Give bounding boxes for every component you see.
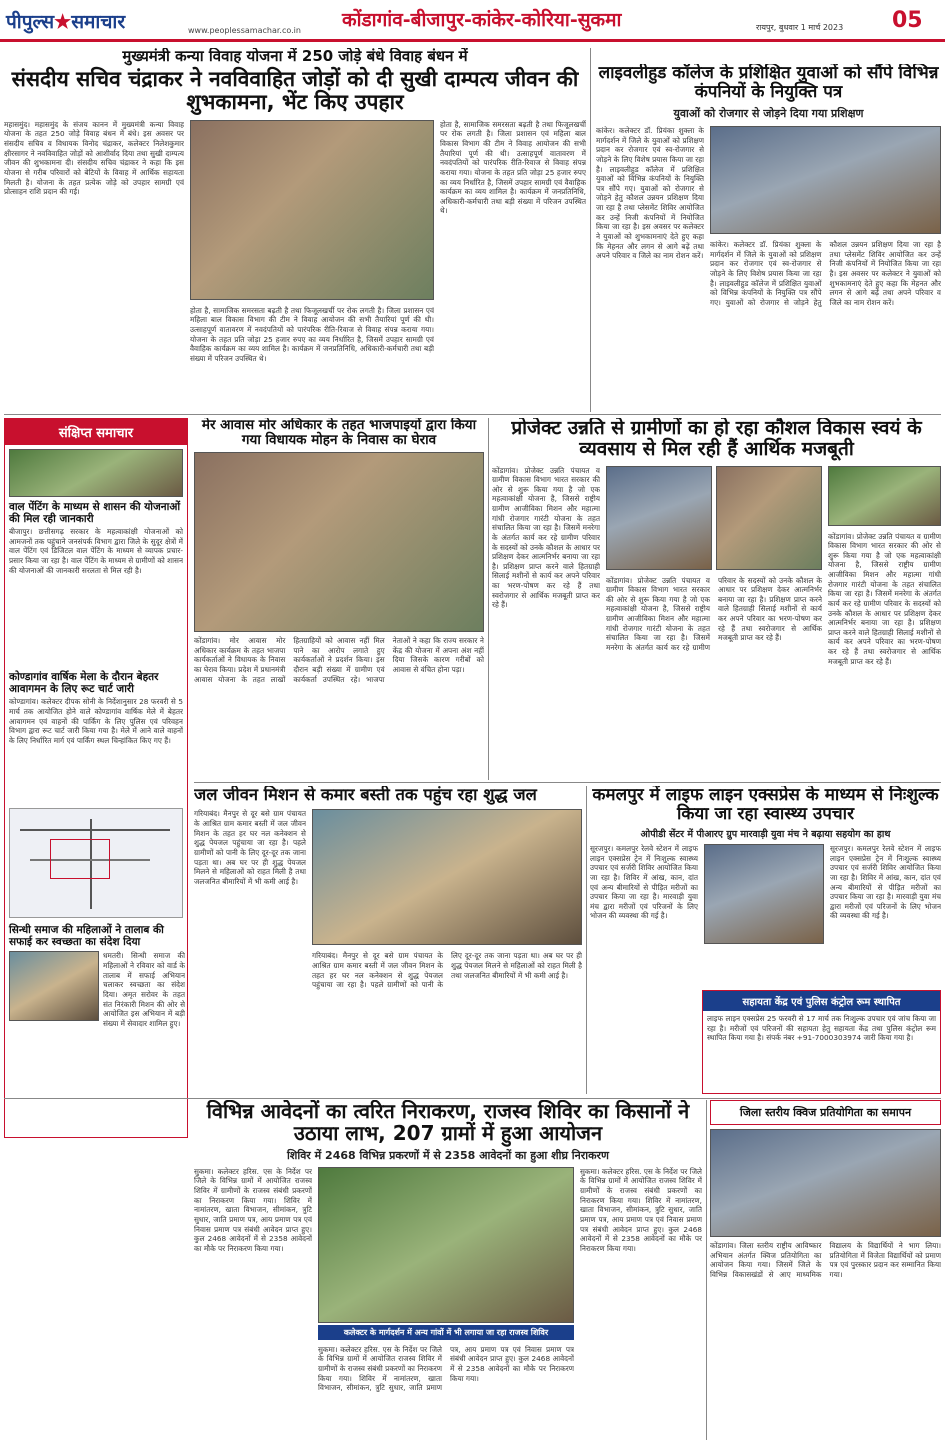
story1-body-mid: होता है, सामाजिक समरसता बढ़ती है तथा फिजूलखर्ची पर रोक लगती है। जिला प्रशासन एवं महिला बाल विकास विभाग की टीम ने विवाह आयोजन की सभी तैयारियां पूर्ण की थी। उत्साहपूर्ण वातावरण में नवदंपतियों को पारंपरिक रीति-रिवाज से विवाह संपन्न कराया गया। योजना के तहत प्रति जोड़ा 25 हजार रुपए का व्यय निर्धारित है, जिसमें उपहार सामग्री एवं वैवाहिक कार्यक्रम का व्यय शामिल है। कार्यक्रम में जनप्रतिनिधि, अधिकारी-कर्मचारी तथा बड़ी संख्या में परिजन उपस्थित थे। (190, 305, 434, 363)
story4-body-left: कोंडागांव। प्रोजेक्ट उन्नति पंचायत व ग्रामीण विकास विभाग भारत सरकार की ओर से शुरू किया गया है जो एक महत्वाकांक्षी योजना है, जिससे राष्ट्रीय ग्रामीण आजीविका मिशन और महात्मा गांधी रोजगार गारंटी योजना के तहत संचालित किया जा रहा है। जिसमें मनरेगा के अंतर्गत कार्य कर रहे ग्रामीण परिवार के सदस्यों को उनके कौशल के आधार पर प्रशिक्षण देकर आत्मनिर्भर बनाया जा रहा है। प्रशिक्षण प्राप्त करने वाले हितग्राही सिलाई मशीनों से कार्य कर अपने परिवार का भरण-पोषण कर रहे हैं तथा स्वरोजगार से आर्थिक मजबूती प्राप्त कर रहे हैं। (492, 465, 600, 610)
story-kanya-vivah (4, 48, 586, 412)
masthead (0, 0, 945, 42)
sewing-machine-photo (828, 466, 941, 526)
story4-headline: प्रोजेक्ट उन्नति से ग्रामीणों का हो रहा कौशल विकास स्वयं के व्यवसाय से मिल रही हैं आर्थिक मजबूती (511, 418, 922, 461)
story4-body-mid: कोंडागांव। प्रोजेक्ट उन्नति पंचायत व ग्रामीण विकास विभाग भारत सरकार की ओर से शुरू किया गया है जो एक महत्वाकांक्षी योजना है, जिससे राष्ट्रीय ग्रामीण आजीविका मिशन और महात्मा गांधी रोजगार गारंटी योजना के तहत संचालित किया जा रहा है। जिसमें मनरेगा के अंतर्गत कार्य कर रहे ग्रामीण परिवार के सदस्यों को उनके कौशल के आधार पर प्रशिक्षण देकर आत्मनिर्भर बनाया जा रहा है। प्रशिक्षण प्राप्त करने वाले हितग्राही सिलाई मशीनों से कार्य कर अपने परिवार का भरण-पोषण कर रहे हैं तथा स्वरोजगार से आर्थिक मजबूती प्राप्त कर रहे हैं। (606, 575, 822, 652)
revenue-camp-photo (318, 1167, 574, 1323)
protest-crowd-photo (194, 452, 484, 632)
story1-kicker: मुख्यमंत्री कन्या विवाह योजना में 250 जोड़े बंधे विवाह बंधन में (122, 48, 468, 65)
region-part-b: कोरिया-सुकमा (521, 9, 622, 31)
story7-body-bottom: सुकमा। कलेक्टर हरिस. एस के निर्देश पर जिले के विभिन्न ग्रामों में आयोजित राजस्व शिविर में ग्रामीणों के राजस्व संबंधी प्रकरणों का निराकरण किया गया। शिविर में नामांतरण, खाता विभाजन, सीमांकन, त्रुटि सुधार, जाति प्रमाण पत्र, आय प्रमाण पत्र एवं निवास प्रमाण पत्र संबंधी आवेदन प्राप्त हुए। कुल 2468 आवेदनों में से 2358 आवेदनों का मौके पर निराकरण किया गया। (318, 1344, 574, 1393)
brand-star-icon: ★ (54, 11, 72, 33)
story6-body-right: सूरजपुर। कमलपुर रेलवे स्टेशन में लाइफ लाइन एक्सप्रेस ट्रेन में निःशुल्क स्वास्थ्य उपचार एवं सर्जरी शिविर आयोजित किया जा रहा है। शिविर में आंख, कान, दांत एवं अन्य बीमारियों से पीड़ित मरीजों का उपचार किया जा रहा है। मारवाड़ी युवा मंच द्वारा मरीजों एवं परिजनों के लिए भोजन की व्यवस्था की गई है। (830, 844, 941, 921)
newspaper-logo (6, 8, 125, 34)
divider (590, 48, 591, 412)
story6-headline: कमलपुर में लाइफ लाइन एक्सप्रेस के माध्यम से निःशुल्क किया जा रहा स्वास्थ्य उपचार (592, 786, 939, 825)
wedding-ceremony-photo (190, 120, 434, 300)
divider (194, 782, 941, 783)
story7-headline: विभिन्न आवेदनों का त्वरित निराकरण, राजस्व शिविर का किसानों ने उठाया लाभ, 207 ग्रामों में हुआ आयोजन (206, 1100, 690, 1146)
divider (4, 414, 941, 415)
story7-subhead: शिविर में 2468 विभिन्न प्रकरणों में से 2358 आवेदनों का हुआ शीघ्र निराकरण (287, 1148, 609, 1162)
story7-photo-caption: कलेक्टर के मार्गदर्शन में अन्य गांवों में भी लगाया जा रहा राजस्व शिविर (318, 1325, 574, 1340)
story-rajaswa-shivir (194, 1100, 702, 1440)
quiz-participants-photo (710, 1129, 941, 1237)
divider (488, 418, 489, 780)
water-tap-photo (312, 809, 582, 945)
story2-subhead: युवाओं को रोजगार से जोड़ने दिया गया प्रशिक्षण (673, 107, 864, 121)
helpdesk-body: लाइफ लाइन एक्सप्रेस 25 फरवरी से 17 मार्च तक निःशुल्क उपचार एवं जांच किया जा रहा है। मरीजों एवं परिजनों की सहायता हेतु सहायता केंद्र तथा पुलिस कंट्रोल रूम स्थापित किया गया है। संपर्क नंबर +91-7000303974 जारी किया गया है। (707, 1014, 936, 1043)
story-project-unnati (492, 418, 941, 780)
story3-body: कोंडागांव। मोर आवास मोर अधिकार कार्यक्रम के तहत भाजपा कार्यकर्ताओं ने विधायक के निवास का घेराव किया। प्रदेश में प्रधानमंत्री आवास योजना के तहत लाखों हितग्राहियों को आवास नहीं मिल पाने का आरोप लगाते हुए कार्यकर्ताओं ने प्रदर्शन किया। इस दौरान बड़ी संख्या में ग्रामीण एवं कार्यकर्ता उपस्थित रहे। भाजपा नेताओं ने कहा कि राज्य सरकार ने केंद्र की योजना में अपना अंश नहीं दिया जिसके कारण गरीबों को आवास से वंचित होना पड़ा। (194, 636, 484, 684)
page-number: 05 (892, 8, 923, 33)
story5-headline: जल जीवन मिशन से कमार बस्ती तक पहुंच रहा शुद्ध जल (194, 786, 537, 804)
story1-headline: संसदीय सचिव चंद्राकर ने नवविवाहित जोड़ों को दी सुखी दाम्पत्य जीवन की शुभकामना, भेंट किए उपहार (11, 66, 579, 115)
story4-body-right: कोंडागांव। प्रोजेक्ट उन्नति पंचायत व ग्रामीण विकास विभाग भारत सरकार की ओर से शुरू किया गया है जो एक महत्वाकांक्षी योजना है, जिससे राष्ट्रीय ग्रामीण आजीविका मिशन और महात्मा गांधी रोजगार गारंटी योजना के तहत संचालित किया जा रहा है। जिसमें मनरेगा के अंतर्गत कार्य कर रहे ग्रामीण परिवार के सदस्यों को उनके कौशल के आधार पर प्रशिक्षण देकर आत्मनिर्भर बनाया जा रहा है। प्रशिक्षण प्राप्त करने वाले हितग्राही सिलाई मशीनों से कार्य कर अपने परिवार का भरण-पोषण कर रहे हैं तथा स्वरोजगार से आर्थिक मजबूती प्राप्त कर रहे हैं। (828, 531, 941, 666)
website-url[interactable]: www.peoplessamachar.co.in (188, 26, 301, 35)
story1-body-left: महासमुंद। महासमुंद के संजय कानन में मुख्यमंत्री कन्या विवाह योजना के तहत 250 जोड़े विवाह बंधन में बंधे। इस अवसर पर संसदीय सचिव व विधायक विनोद चंद्राकर, कलेक्टर निलेशकुमार क्षीरसागर ने नवविवाहित जोड़ों को आशीर्वाद दिया तथा सुखी दाम्पत्य जीवन की शुभकामना दी। संसदीय सचिव चंद्राकर ने कहा कि इस योजना से गरीब परिवारों को बेटियों के विवाह में आर्थिक सहायता मिलती है। योजना के तहत प्रत्येक जोड़े को उपहार सामग्री एवं प्रोत्साहन राशि प्रदान की गई। (4, 119, 184, 197)
helpdesk-box (702, 990, 941, 1094)
sewing-training-photo-2 (716, 466, 822, 570)
story-awas-gherao (194, 418, 484, 780)
brief-news-column (4, 418, 188, 1138)
pond-cleaning-photo (9, 951, 99, 1021)
story7-body-left: सुकमा। कलेक्टर हरिस. एस के निर्देश पर जिले के विभिन्न ग्रामों में आयोजित राजस्व शिविर में ग्रामीणों के राजस्व संबंधी प्रकरणों का निराकरण किया गया। शिविर में नामांतरण, खाता विभाजन, सीमांकन, त्रुटि सुधार, जाति प्रमाण पत्र, आय प्रमाण पत्र एवं निवास प्रमाण पत्र संबंधी आवेदन प्राप्त हुए। कुल 2468 आवेदनों में से 2358 आवेदनों का मौके पर निराकरण किया गया। (194, 1166, 312, 1253)
story-lifeline-express (590, 786, 941, 986)
story2-body-left: कांकेर। कलेक्टर डॉ. प्रियंका शुक्ला के मार्गदर्शन में जिले के युवाओं को प्रशिक्षण प्रदान कर रोजगार एवं स्व-रोजगार से जोड़ने के लिए विशेष प्रयास किया जा रहा है। लाइवलीहुड कॉलेज में प्रशिक्षित युवाओं को विभिन्न कंपनियों के नियुक्ति पत्र सौंपे गए। युवाओं को रोजगार से जोड़ने हेतु कौशल उन्नयन प्रशिक्षण दिया जा रहा है तथा प्लेसमेंट शिविर आयोजित कर उन्हें निजी कंपनियों में नियोजित किया जा रहा है। इस अवसर पर कलेक्टर ने युवाओं को शुभकामनाएं देते हुए कहा कि मेहनत और लगन से आगे बढ़ें तथा अपने परिवार व जिले का नाम रोशन करें। (596, 126, 704, 261)
story5-body-left: गरियाबंद। मैनपुर से दूर बसे ग्राम पंचायत के आश्रित ग्राम कमार बस्ती में जल जीवन मिशन के तहत हर घर नल कनेक्शन से शुद्ध पेयजल पहुंचाया जा रहा है। पहले ग्रामीणों को पानी के लिए दूर-दूर तक जाना पड़ता था। अब घर पर ही शुद्ध पेयजल मिलने से महिलाओं को राहत मिली है तथा जलजनित बीमारियों में भी कमी आई है। (194, 809, 306, 886)
brief-news-title: संक्षिप्त समाचार (5, 419, 187, 445)
brief1-headline: वाल पेंटिंग के माध्यम से शासन की योजनाओं की मिल रही जानकारी (9, 501, 181, 526)
story8-headline: जिला स्तरीय क्विज प्रतियोगिता का समापन (710, 1100, 941, 1125)
helpdesk-title: सहायता केंद्र एवं पुलिस कंट्रोल रूम स्थापित (703, 991, 940, 1011)
story-quiz-competition (710, 1100, 941, 1440)
brand-left: पीपुल्स (6, 11, 55, 33)
route-chart-map (9, 808, 183, 918)
brief3-headline: सिन्धी समाज की महिलाओं ने तालाब की सफाई कर स्वच्छता का संदेश दिया (9, 924, 164, 949)
appointment-letter-photo (710, 126, 941, 234)
brand-right: समाचार (71, 11, 126, 33)
story6-subhead: ओपीडी सेंटर में पीआरए ग्रुप मारवाड़ी युवा मंच ने बढ़ाया सहयोग का हाथ (640, 829, 891, 841)
region-title (342, 6, 621, 32)
divider (4, 1098, 941, 1099)
region-part-a: कोंडागांव-बीजापुर-कांकेर- (342, 9, 522, 31)
dateline: रायपुर, बुधवार 1 मार्च 2023 (756, 23, 844, 32)
lifeline-train-photo (704, 844, 824, 944)
story2-headline: लाइवलीहुड कॉलेज के प्रशिक्षित युवाओं को सौंपे विभिन्न कंपनियों के नियुक्ति पत्र (598, 64, 939, 103)
story-jal-jeevan (194, 786, 582, 1094)
brief2-body: कोण्डागांव। कलेक्टर दीपक सोनी के निर्देशानुसार 28 फरवरी से 5 मार्च तक आयोजित होने वाले कोण्डागांव वार्षिक मेले में बेहतर आवागमन एवं वाहनों की पार्किंग के लिए पुलिस एवं परिवहन विभाग द्वारा रूट चार्ट जारी किया गया है। मेले में आने वाले वाहनों के लिए निर्धारित मार्ग एवं पार्किंग स्थल चिन्हांकित किए गए हैं। (9, 697, 183, 745)
brief3-body: धमतरी। सिन्धी समाज की महिलाओं ने रविवार को वार्ड के तालाब में सफाई अभियान चलाकर स्वच्छता का संदेश दिया। अमृत सरोवर के तहत संत निरंकारी मिशन की ओर से आयोजित इस अभियान में बड़ी संख्या में सेवादार शामिल हुए। (103, 951, 185, 1028)
brief2-headline: कोण्डागांव वार्षिक मेला के दौरान बेहतर आवागमन के लिए रूट चार्ट जारी (9, 671, 159, 696)
story-livelihood-college (596, 64, 941, 412)
story3-headline: मेर आवास मोर अधिकार के तहत भाजपाइयों द्वारा किया गया विधायक मोहन के निवास का घेराव (201, 418, 477, 449)
story8-body: कोंडागांव। जिला स्तरीय राष्ट्रीय आविष्कार अभियान अंतर्गत क्विज प्रतियोगिता का आयोजन किया गया। जिसमें जिले के विभिन्न विकासखंडों से आए माध्यमिक विद्यालय के विद्यार्थियों ने भाग लिया। प्रतियोगिता में विजेता विद्यार्थियों को प्रमाण पत्र एवं पुरस्कार प्रदान कर सम्मानित किया गया। (710, 1241, 941, 1279)
story7-body-right: सुकमा। कलेक्टर हरिस. एस के निर्देश पर जिले के विभिन्न ग्रामों में आयोजित राजस्व शिविर में ग्रामीणों के राजस्व संबंधी प्रकरणों का निराकरण किया गया। शिविर में नामांतरण, खाता विभाजन, सीमांकन, त्रुटि सुधार, जाति प्रमाण पत्र, आय प्रमाण पत्र एवं निवास प्रमाण पत्र संबंधी आवेदन प्राप्त हुए। कुल 2468 आवेदनों में से 2358 आवेदनों का मौके पर निराकरण किया गया। (580, 1166, 702, 1253)
divider (586, 786, 587, 1094)
story1-body-right: होता है, सामाजिक समरसता बढ़ती है तथा फिजूलखर्ची पर रोक लगती है। जिला प्रशासन एवं महिला बाल विकास विभाग की टीम ने विवाह आयोजन की सभी तैयारियां पूर्ण की थी। उत्साहपूर्ण वातावरण में नवदंपतियों को पारंपरिक रीति-रिवाज से विवाह संपन्न कराया गया। योजना के तहत प्रति जोड़ा 25 हजार रुपए का व्यय निर्धारित है, जिसमें उपहार सामग्री एवं वैवाहिक कार्यक्रम का व्यय शामिल है। कार्यक्रम में जनप्रतिनिधि, अधिकारी-कर्मचारी तथा बड़ी संख्या में परिजन उपस्थित थे। (440, 119, 586, 216)
story2-body-right: कांकेर। कलेक्टर डॉ. प्रियंका शुक्ला के मार्गदर्शन में जिले के युवाओं को प्रशिक्षण प्रदान कर रोजगार एवं स्व-रोजगार से जोड़ने के लिए विशेष प्रयास किया जा रहा है। लाइवलीहुड कॉलेज में प्रशिक्षित युवाओं को विभिन्न कंपनियों के नियुक्ति पत्र सौंपे गए। युवाओं को रोजगार से जोड़ने हेतु कौशल उन्नयन प्रशिक्षण दिया जा रहा है तथा प्लेसमेंट शिविर आयोजित कर उन्हें निजी कंपनियों में नियोजित किया जा रहा है। इस अवसर पर कलेक्टर ने युवाओं को शुभकामनाएं देते हुए कहा कि मेहनत और लगन से आगे बढ़ें तथा अपने परिवार व जिले का नाम रोशन करें। (710, 240, 941, 307)
divider (706, 1100, 707, 1440)
brief1-body: बीजापुर। छत्तीसगढ़ सरकार के महत्वाकांक्षी योजनाओं को आमजनों तक पहुंचाने जनसंपर्क विभाग द्वारा जिले के सुदूर क्षेत्रों में वाल पेंटिंग एवं डिजिटल वाल पेंटिंग के माध्यम से व्यापक प्रचार-प्रसार किया जा रहा है। वाल पेंटिंग के माध्यम से ग्रामीणों को शासन की योजनाओं की जानकारी सरलता से मिल रही है। (9, 527, 183, 575)
wall-painting-photo (9, 449, 183, 497)
sewing-training-photo-1 (606, 466, 712, 570)
story6-body-left: सूरजपुर। कमलपुर रेलवे स्टेशन में लाइफ लाइन एक्सप्रेस ट्रेन में निःशुल्क स्वास्थ्य उपचार एवं सर्जरी शिविर आयोजित किया जा रहा है। शिविर में आंख, कान, दांत एवं अन्य बीमारियों से पीड़ित मरीजों का उपचार किया जा रहा है। मारवाड़ी युवा मंच द्वारा मरीजों एवं परिजनों के लिए भोजन की व्यवस्था की गई है। (590, 844, 698, 921)
story5-body-right: गरियाबंद। मैनपुर से दूर बसे ग्राम पंचायत के आश्रित ग्राम कमार बस्ती में जल जीवन मिशन के तहत हर घर नल कनेक्शन से शुद्ध पेयजल पहुंचाया जा रहा है। पहले ग्रामीणों को पानी के लिए दूर-दूर तक जाना पड़ता था। अब घर पर ही शुद्ध पेयजल मिलने से महिलाओं को राहत मिली है तथा जलजनित बीमारियों में भी कमी आई है। (312, 951, 582, 990)
